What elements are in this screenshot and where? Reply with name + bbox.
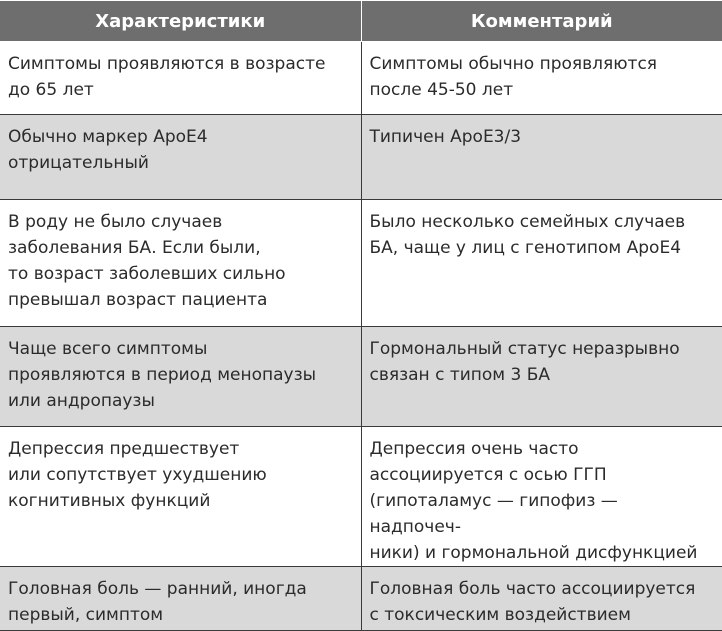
characteristic-text: Чаще всего симптомы проявляются в период менопаузы или андропаузы bbox=[8, 339, 317, 411]
characteristic-cell bbox=[0, 200, 361, 327]
characteristic-text: Обычно маркер АроЕ4 отрицательный bbox=[8, 127, 208, 173]
comment-text: Симптомы обычно проявляются после 45-50 лет bbox=[369, 54, 658, 100]
comment-text: Типичен АроЕ3/3 bbox=[369, 127, 522, 147]
comment-cell bbox=[361, 327, 722, 427]
characteristic-cell bbox=[0, 327, 361, 427]
characteristic-cell bbox=[0, 115, 361, 200]
characteristic-cell bbox=[0, 427, 361, 567]
comment-text: Гормональный статус неразрывно связан с типом 3 БА bbox=[369, 339, 680, 385]
table-row bbox=[0, 42, 722, 115]
characteristic-text: Депрессия предшествует или сопутствует ухудшению когнитивных функций bbox=[8, 439, 267, 511]
comment-text: Депрессия очень часто ассоциируется с осью ГГП (гипоталамус — гипофиз — надпочеч- ники) и гормональной дисфункцией bbox=[369, 439, 698, 563]
table-header bbox=[0, 1, 722, 42]
characteristic-cell bbox=[0, 42, 361, 115]
characteristic-text: В роду не было случаев заболевания БА. Если были, то возраст заболевших сильно превышал возраст пациента bbox=[8, 212, 286, 310]
comment-cell bbox=[361, 200, 722, 327]
table-row bbox=[0, 427, 722, 567]
table-row bbox=[0, 200, 722, 327]
characteristic-text: Симптомы проявляются в возрасте до 65 лет bbox=[8, 54, 326, 100]
characteristic-text: Головная боль — ранний, иногда первый, симптом bbox=[8, 579, 307, 625]
comment-cell bbox=[361, 115, 722, 200]
header-comment: Комментарий bbox=[361, 1, 722, 42]
comment-cell bbox=[361, 42, 722, 115]
table-row bbox=[0, 567, 722, 631]
header-row bbox=[0, 1, 722, 42]
characteristic-cell bbox=[0, 567, 361, 631]
table-row bbox=[0, 327, 722, 427]
comment-text: Головная боль часто ассоциируется с токсическим воздействием bbox=[369, 579, 696, 625]
table-body bbox=[0, 42, 722, 631]
comment-cell bbox=[361, 567, 722, 631]
comment-text: Было несколько семейных случаев БА, чаще у лиц с генотипом АроЕ4 bbox=[369, 212, 686, 258]
comment-cell bbox=[361, 427, 722, 567]
header-characteristics: Характеристики bbox=[0, 1, 361, 42]
table-row bbox=[0, 115, 722, 200]
